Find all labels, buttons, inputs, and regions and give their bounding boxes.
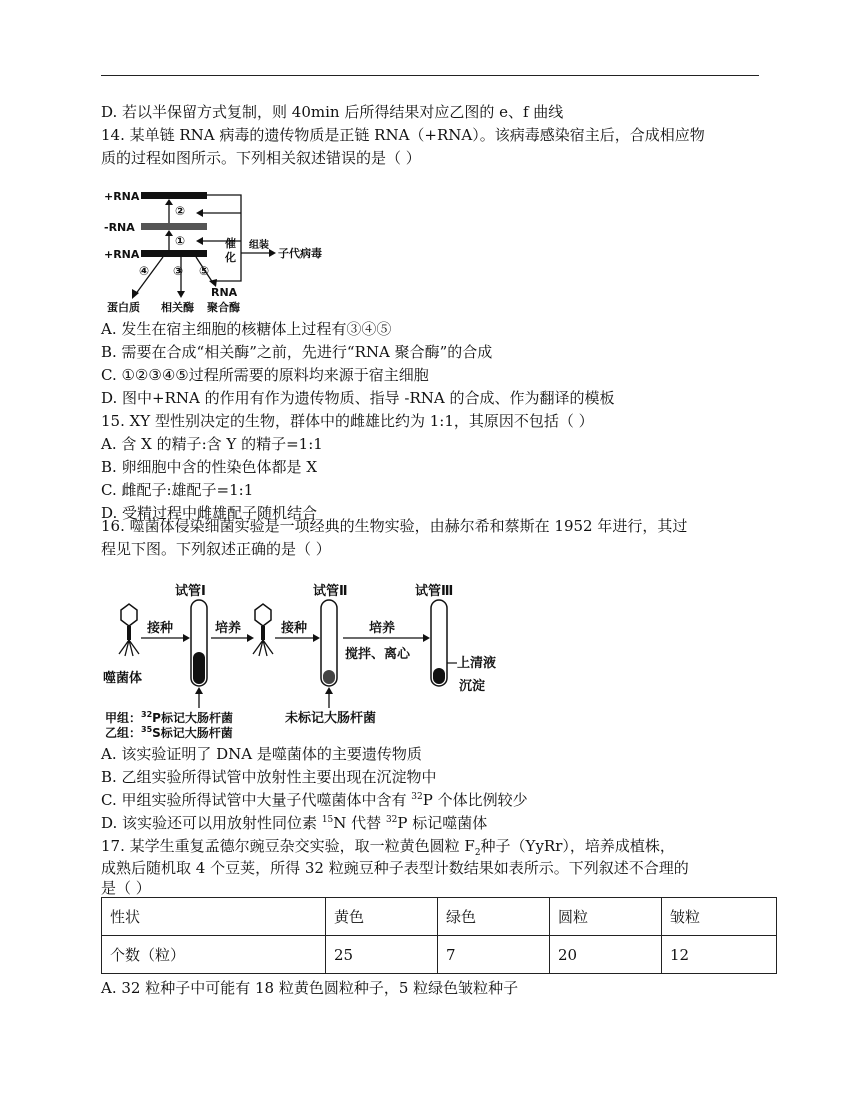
group-b-label: 乙组：$^{35}$S标记大肠杆菌 — [105, 725, 233, 740]
tube-3 — [431, 600, 447, 686]
table-header-row — [102, 898, 777, 936]
table-cell: 25 — [326, 936, 438, 974]
phage-label: 噬菌体 — [103, 671, 143, 686]
table-header-cell: 黄色 — [326, 898, 438, 936]
phage-experiment-diagram — [101, 580, 521, 740]
q14-option-c: C. ①②③④⑤过程所需要的原料均来源于宿主细胞 — [101, 366, 429, 384]
q17-stem-line2: 成熟后随机取 4 个豆荚，所得 32 粒豌豆种子表型计数结果如表所示。下列叙述不合理的 — [101, 859, 689, 877]
minus-rna-label: -RNA — [104, 221, 135, 234]
q17-option-a: A. 32 粒种子中可能有 18 粒黄色圆粒种子，5 粒绿色皱粒种子 — [101, 979, 519, 997]
table-cell: 个数（粒） — [102, 936, 326, 974]
q17-stem-line1: 17. 某学生重复孟德尔豌豆杂交实验，取一粒黄色圆粒 $F_2$种子（YyRr），培养成植株， — [101, 837, 675, 858]
step-2-label: ② — [175, 204, 186, 218]
step-5-label: ⑤ — [199, 264, 210, 278]
q15-option-c: C. 雌配子:雄配子=1:1 — [101, 481, 254, 499]
tube-2 — [321, 600, 337, 686]
phage-2-icon — [253, 604, 273, 656]
table-header-cell: 圆粒 — [550, 898, 662, 936]
tube-1 — [191, 600, 207, 686]
rna-virus-diagram — [101, 183, 341, 315]
q16-option-a: A. 该实验证明了 DNA 是噬菌体的主要遗传物质 — [101, 745, 422, 763]
q15-stem: 15. XY 型性别决定的生物，群体中的雌雄比约为 1:1，其原因不包括（ ） — [101, 412, 594, 430]
culture-1-label: 培养 — [215, 621, 242, 636]
sediment-label: 沉淀 — [459, 679, 486, 694]
q16-option-d: D. 该实验还可以用放射性同位素 $^{15}$N 代替 $^{32}$P 标记噬菌体 — [101, 814, 488, 832]
supernatant-label: 上清液 — [457, 656, 497, 671]
plus-rna-top-label: +RNA — [104, 190, 140, 203]
plus-rna-bottom-label: +RNA — [104, 248, 140, 261]
step-3-label: ③ — [173, 264, 184, 278]
plus-rna-bottom-strand — [141, 250, 207, 257]
phage-icon — [119, 604, 139, 656]
q14-option-a: A. 发生在宿主细胞的核糖体上过程有③④⑤ — [101, 320, 392, 338]
table-header-cell: 绿色 — [438, 898, 550, 936]
table-cell: 20 — [550, 936, 662, 974]
q15-option-a: A. 含 X 的精子:含 Y 的精子=1:1 — [101, 435, 323, 453]
q14-option-d: D. 图中+RNA 的作用有作为遗传物质、指导 -RNA 的合成、作为翻译的模板 — [101, 389, 615, 407]
related-enzyme-label: 相关酶 — [161, 301, 194, 314]
catalyze-label-1: 催 — [225, 237, 236, 250]
step-1-label: ① — [175, 234, 186, 248]
q15-option-d: D. 受精过程中雌雄配子随机结合 — [101, 504, 318, 522]
table-row — [102, 936, 777, 974]
tube-3-label: 试管Ⅲ — [415, 584, 454, 599]
inoculate-2-label: 接种 — [281, 621, 308, 636]
q16-stem-line2: 程见下图。下列叙述正确的是（ ） — [101, 540, 331, 558]
q14-stem-line2: 质的过程如图所示。下列相关叙述错误的是（ ） — [101, 149, 421, 167]
progeny-virus-label: 子代病毒 — [278, 247, 322, 260]
stir-centrifuge-label: 搅拌、离心 — [345, 647, 411, 662]
tube-2-label: 试管Ⅱ — [313, 584, 348, 599]
table-header-cell: 皱粒 — [662, 898, 777, 936]
table-cell: 12 — [662, 936, 777, 974]
catalyze-label-2: 化 — [225, 251, 236, 264]
q14-option-b: B. 需要在合成“相关酶”之前，先进行“RNA 聚合酶”的合成 — [101, 343, 493, 361]
q17-stem-line3: 是（ ） — [101, 879, 151, 897]
group-a-label: 甲组：$^{32}$P标记大肠杆菌 — [105, 710, 233, 725]
table-header-cell: 性状 — [102, 898, 326, 936]
q14-stem-line1: 14. 某单链 RNA 病毒的遗传物质是正链 RNA（+RNA）。该病毒感染宿主后，合成相应物 — [101, 126, 705, 144]
polymerase-label: 聚合酶 — [207, 301, 240, 314]
q16-option-c: C. 甲组实验所得试管中大量子代噬菌体中含有 $^{32}$P 个体比例较少 — [101, 791, 528, 809]
header-rule — [101, 75, 759, 76]
trait-count-table — [101, 897, 777, 974]
minus-rna-strand — [141, 223, 207, 230]
unlabeled-ecoli-label: 未标记大肠杆菌 — [285, 711, 377, 726]
assemble-label: 组装 — [249, 240, 269, 251]
q15-option-b: B. 卵细胞中含的性染色体都是 X — [101, 458, 318, 476]
q16-stem-line1: 16. 噬菌体侵染细菌实验是一项经典的生物实验，由赫尔希和蔡斯在 1952 年进行，其过 — [101, 517, 688, 535]
step-4-label: ④ — [139, 264, 150, 278]
culture-2-label: 培养 — [369, 621, 396, 636]
plus-rna-top-strand — [141, 192, 207, 199]
q13-option-d: D. 若以半保留方式复制，则 40min 后所得结果对应乙图的 e、f 曲线 — [101, 103, 564, 121]
protein-label: 蛋白质 — [107, 301, 140, 314]
table-cell: 7 — [438, 936, 550, 974]
rna-label: RNA — [211, 286, 238, 299]
inoculate-1-label: 接种 — [147, 621, 174, 636]
q16-option-b: B. 乙组实验所得试管中放射性主要出现在沉淀物中 — [101, 768, 437, 786]
tube-1-label: 试管Ⅰ — [175, 584, 206, 599]
